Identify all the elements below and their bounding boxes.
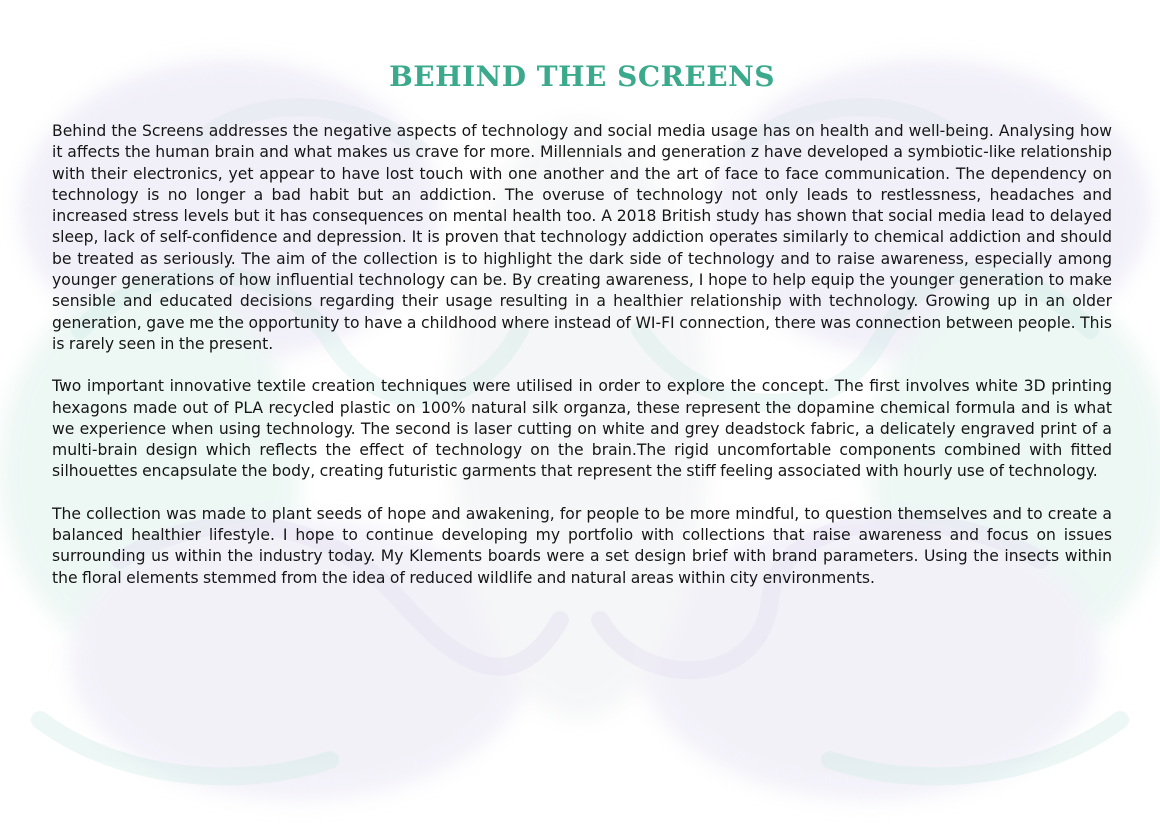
body-paragraph-3: The collection was made to plant seeds of hope and awakening, for people to be more mindful, to question themselves and to create a balanced healthier lifestyle. I hope to continue developing my portfolio with collections that raise awareness and focus on issues surrounding us within the industry today. My Klements boards were a set design brief with brand parameters. Using the insects within the floral elements stemmed from the idea of reduced wildlife and natural areas within city environments. xyxy=(52,504,1112,587)
body-paragraph-1: Behind the Screens addresses the negative aspects of technology and social media usage has on health and well-being. Analysing how it affects the human brain and what makes us crave for more. Millennials and generation z have developed a symbiotic-like relationship with their electronics, yet appear to have lost touch with one another and the art of face to face communication. The dependency on technology is no longer a bad habit but an addiction. The overuse of technology not only leads to restlessness, headaches and increased stress levels but it has consequences on mental health too. A 2018 British study has shown that social media lead to delayed sleep, lack of self-confidence and depression. It is proven that technology addiction operates similarly to chemical addiction and should be treated as seriously. The aim of the collection is to highlight the dark side of technology and to raise awareness, especially among younger generations of how influential technology can be. By creating awareness, I hope to help equip the younger generation to make sensible and educated decisions regarding their usage resulting in a healthier relationship with technology. Growing up in an older generation, gave me the opportunity to have a childhood where instead of WI-FI connection, there was connection between people. This is rarely seen in the present. xyxy=(52,122,1112,353)
article xyxy=(52,60,1112,610)
body-paragraph-2: Two important innovative textile creation techniques were utilised in order to explore the concept. The first involves white 3D printing hexagons made out of PLA recycled plastic on 100% natural silk organza, these represent the dopamine chemical formula and is what we experience when using technology. The second is laser cutting on white and grey deadstock fabric, a delicately engraved print of a multi-brain design which reflects the effect of technology on the brain.The rigid uncomfortable components combined with fitted silhouettes encapsulate the body, creating futuristic garments that represent the stiff feeling associated with hourly use of technology. xyxy=(52,377,1112,481)
page-title: BEHIND THE SCREENS xyxy=(389,60,775,93)
